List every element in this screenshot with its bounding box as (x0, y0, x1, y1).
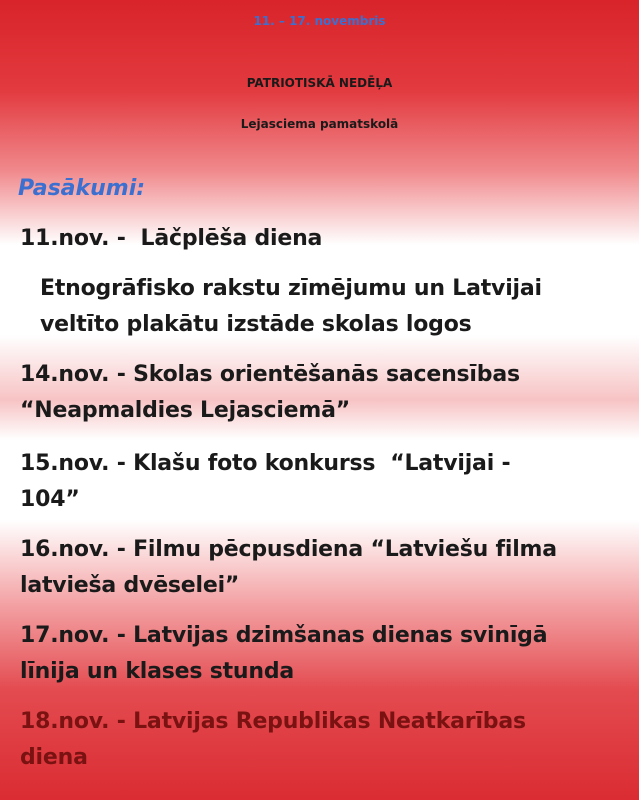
title-line-1: PATRIOTISKĀ NEDĒĻA (246, 76, 393, 90)
events-label: Pasākumi: (18, 176, 146, 201)
event-6-line-2: līnija un klases stunda (20, 659, 295, 684)
event-4-line-1: 15.nov. - Klašu foto konkurss “Latvijai - (20, 451, 511, 476)
title-line-2: Lejasciema pamatskolā (240, 117, 399, 131)
event-2-line-2: veltīto plakātu izstāde skolas logos (40, 312, 472, 337)
event-6-line-1: 17.nov. - Latvijas dzimšanas dienas svinīgā (20, 623, 548, 648)
event-2-line-1: Etnogrāfisko rakstu zīmējumu un Latvijai (40, 276, 542, 301)
event-1-line-1: 11.nov. - Lāčplēša diena (20, 226, 323, 251)
event-7-line-2: diena (20, 745, 88, 770)
event-3-line-2: “Neapmaldies Lejasciemā” (20, 398, 351, 423)
event-3-line-1: 14.nov. - Skolas orientēšanās sacensības (20, 362, 520, 387)
event-5-line-2: latvieša dvēselei” (20, 573, 240, 598)
date-range: 11. – 17. novembris (253, 14, 386, 28)
event-4-line-2: 104” (20, 487, 80, 512)
event-7-line-1: 18.nov. - Latvijas Republikas Neatkarības (20, 709, 526, 734)
event-5-line-1: 16.nov. - Filmu pēcpusdiena “Latviešu filma (20, 537, 557, 562)
